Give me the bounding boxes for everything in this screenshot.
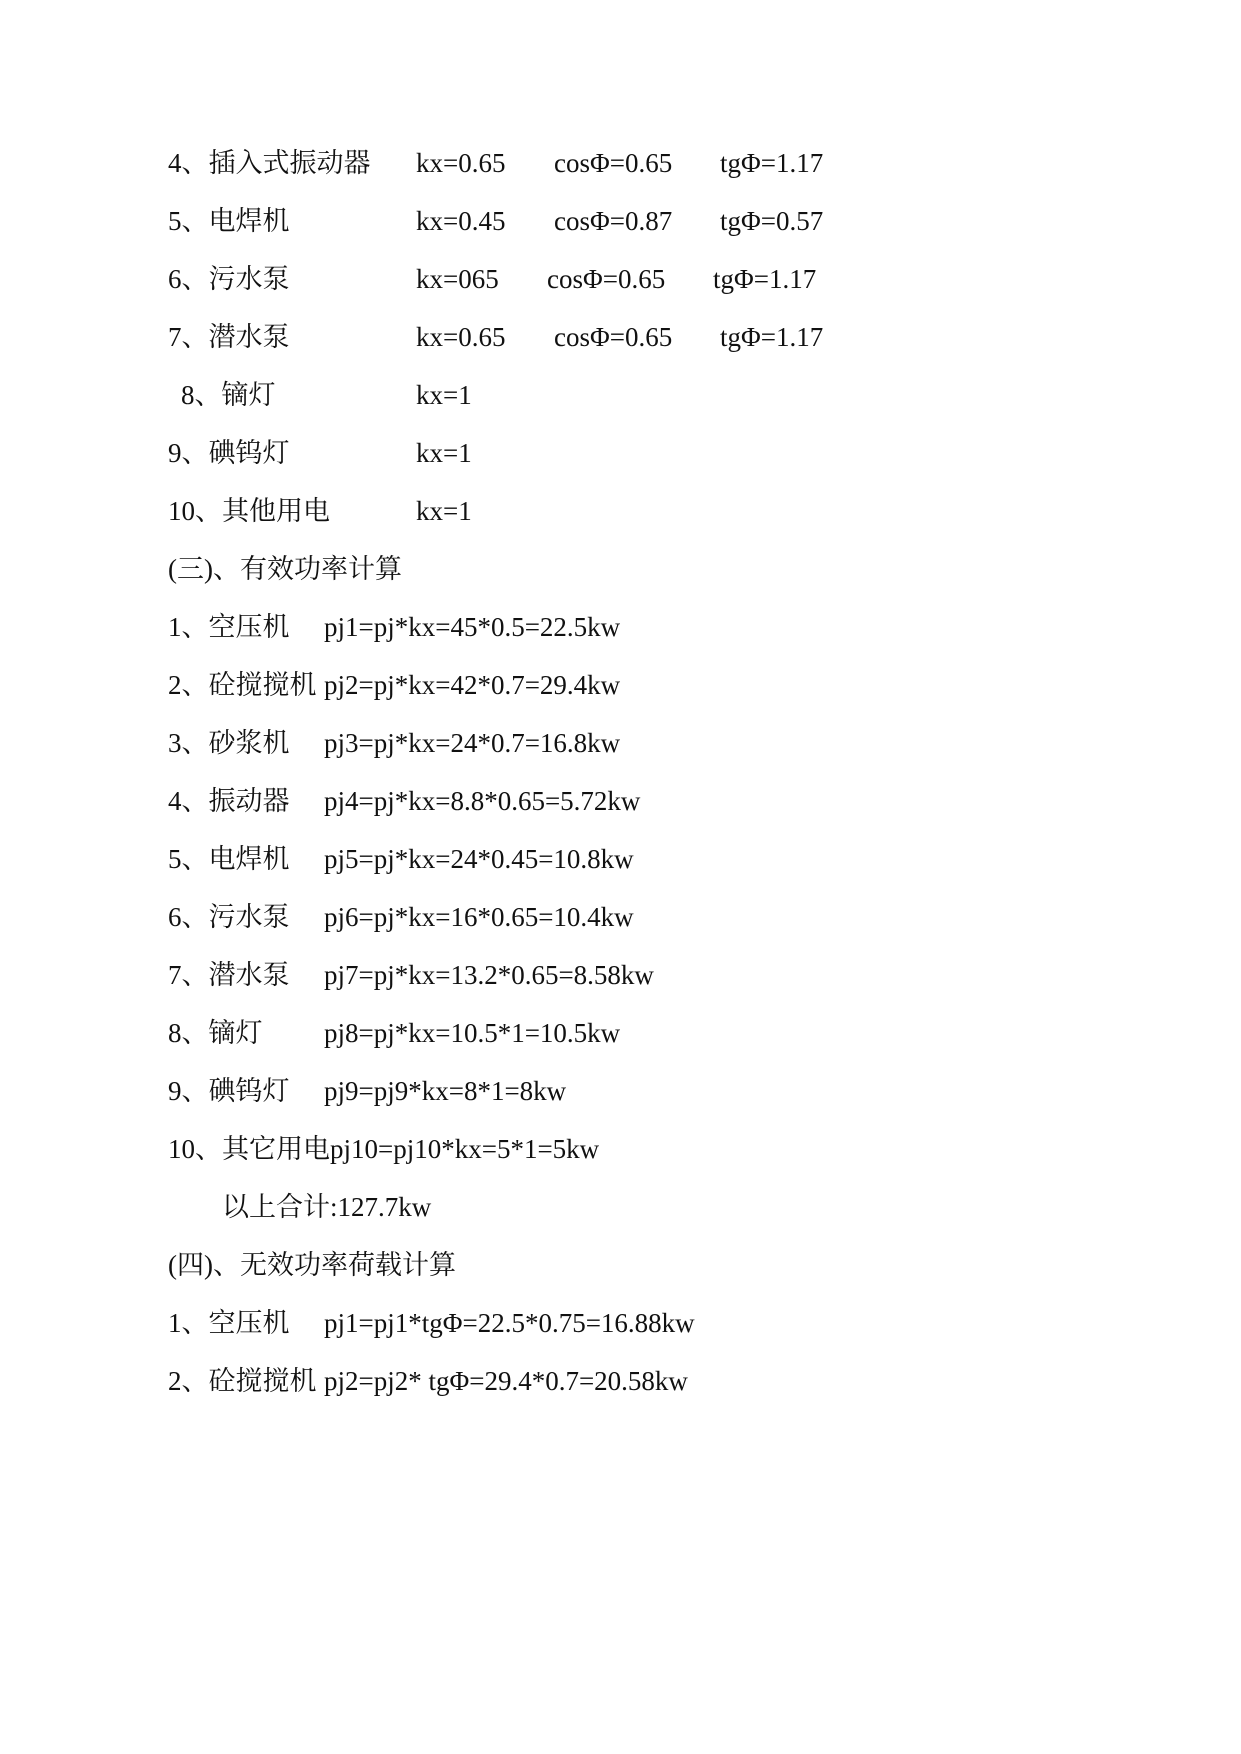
equipment-name: 1、空压机	[168, 1308, 290, 1338]
calculation-row	[168, 781, 868, 821]
cos-value: cosΦ=0.65	[554, 322, 673, 352]
calculation-row	[168, 607, 868, 647]
total-line: 以上合计:127.7kw	[222, 1192, 432, 1222]
calculation-row	[168, 723, 868, 763]
equipment-name: 4、插入式振动器	[168, 148, 371, 178]
calculation-row	[168, 1361, 868, 1401]
equipment-name: 5、电焊机	[168, 844, 290, 874]
equipment-name: 7、潜水泵	[168, 322, 290, 352]
coefficient-row	[168, 317, 868, 357]
equipment-name: 10、其它用电	[168, 1134, 330, 1164]
tg-value: tgΦ=1.17	[720, 148, 824, 178]
kx-value: kx=0.65	[416, 322, 506, 352]
formula: pj3=pj*kx=24*0.7=16.8kw	[324, 728, 621, 758]
kx-value: kx=1	[416, 496, 472, 526]
calculation-row	[168, 897, 868, 937]
formula: pj7=pj*kx=13.2*0.65=8.58kw	[324, 960, 654, 990]
kx-value: kx=1	[416, 438, 472, 468]
kx-value: kx=0.45	[416, 206, 506, 236]
formula: pj9=pj9*kx=8*1=8kw	[324, 1076, 567, 1106]
section-heading: (四)、无效功率荷载计算	[168, 1250, 456, 1280]
equipment-name: 4、振动器	[168, 786, 290, 816]
formula: pj10=pj10*kx=5*1=5kw	[330, 1134, 600, 1164]
tg-value: tgΦ=1.17	[713, 264, 817, 294]
coefficient-row	[168, 491, 868, 531]
coefficient-row	[168, 259, 868, 299]
equipment-name: 6、污水泵	[168, 902, 290, 932]
equipment-name: 5、电焊机	[168, 206, 290, 236]
formula: pj2=pj*kx=42*0.7=29.4kw	[324, 670, 621, 700]
calculation-row	[168, 1129, 868, 1169]
equipment-name: 9、碘钨灯	[168, 1076, 290, 1106]
cos-value: cosΦ=0.65	[547, 264, 666, 294]
formula: pj6=pj*kx=16*0.65=10.4kw	[324, 902, 634, 932]
coefficient-row	[168, 201, 868, 241]
calculation-row	[168, 839, 868, 879]
cos-value: cosΦ=0.87	[554, 206, 673, 236]
calculation-row	[168, 1071, 868, 1111]
coefficient-row	[168, 433, 868, 473]
formula: pj4=pj*kx=8.8*0.65=5.72kw	[324, 786, 641, 816]
equipment-name: 8、镝灯	[168, 1018, 263, 1048]
tg-value: tgΦ=1.17	[720, 322, 824, 352]
tg-value: tgΦ=0.57	[720, 206, 824, 236]
equipment-name: 2、砼搅搅机	[168, 1366, 317, 1396]
equipment-name: 9、碘钨灯	[168, 438, 290, 468]
equipment-name: 10、其他用电	[168, 496, 330, 526]
calculation-row	[168, 1303, 868, 1343]
section-heading: (三)、有效功率计算	[168, 554, 402, 584]
coefficient-row	[168, 375, 868, 415]
formula: pj8=pj*kx=10.5*1=10.5kw	[324, 1018, 621, 1048]
calculation-row	[168, 1013, 868, 1053]
formula: pj1=pj*kx=45*0.5=22.5kw	[324, 612, 621, 642]
formula: pj1=pj1*tgΦ=22.5*0.75=16.88kw	[324, 1308, 695, 1338]
equipment-name: 6、污水泵	[168, 264, 290, 294]
cos-value: cosΦ=0.65	[554, 148, 673, 178]
coefficient-row	[168, 143, 868, 183]
equipment-name: 8、镝灯	[181, 380, 276, 410]
equipment-name: 7、潜水泵	[168, 960, 290, 990]
kx-value: kx=065	[416, 264, 499, 294]
equipment-name: 1、空压机	[168, 612, 290, 642]
formula: pj2=pj2* tgΦ=29.4*0.7=20.58kw	[324, 1366, 688, 1396]
formula: pj5=pj*kx=24*0.45=10.8kw	[324, 844, 634, 874]
kx-value: kx=0.65	[416, 148, 506, 178]
kx-value: kx=1	[416, 380, 472, 410]
calculation-row	[168, 665, 868, 705]
equipment-name: 2、砼搅搅机	[168, 670, 317, 700]
calculation-row	[168, 955, 868, 995]
equipment-name: 3、砂浆机	[168, 728, 290, 758]
